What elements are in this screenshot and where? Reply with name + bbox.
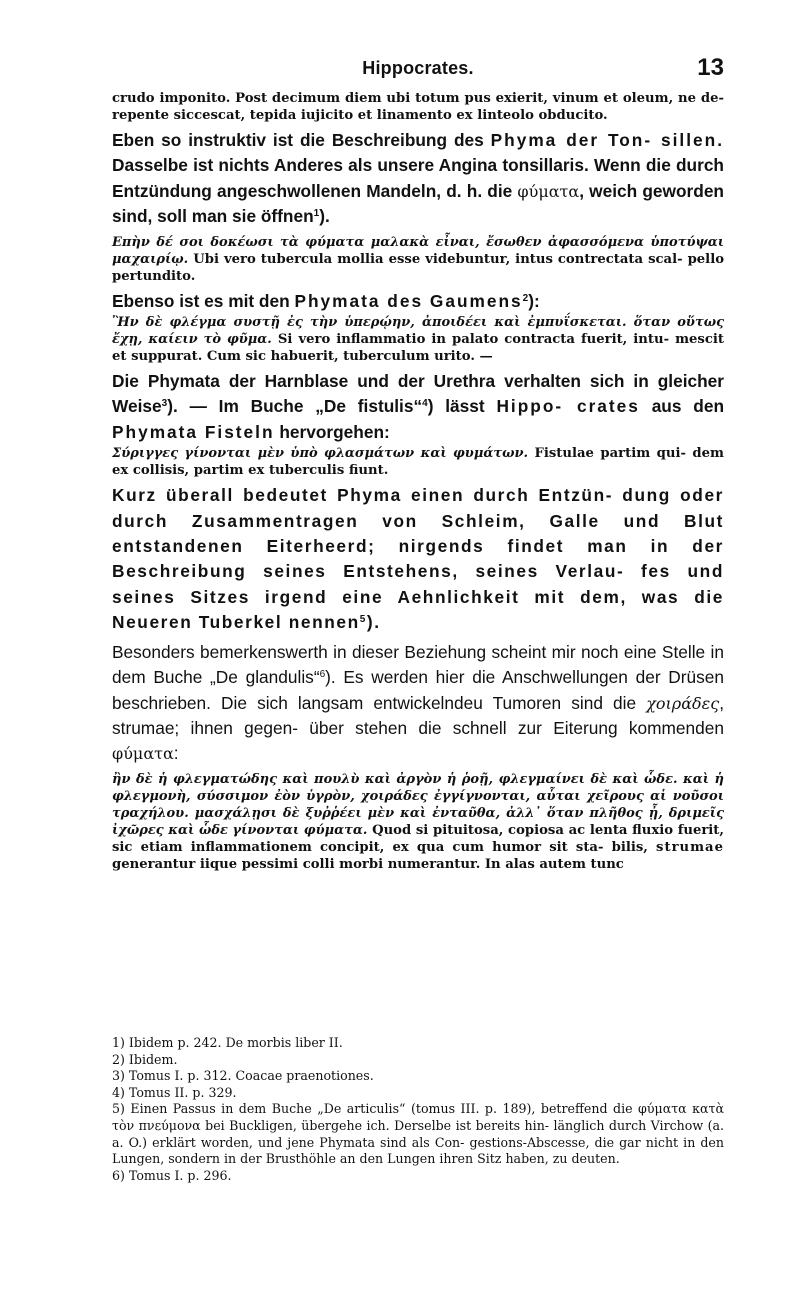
greek-quote: Σύριγγες γίνονται μὲν ὑπὸ φλασμάτων καὶ φυμάτων.	[112, 446, 529, 462]
footnotes	[112, 1035, 724, 1184]
latin-translation: Ubi vero tubercula mollia esse videbuntur, intus contrectata scal- pello pertundito.	[112, 251, 724, 284]
text: Dasselbe ist nichts Anderes als unsere Angina tonsillaris. Wenn die durch Entzündung angeschwollenen Mandeln, d. h. die	[112, 155, 724, 201]
text: Kurz überall bedeutet Phyma einen durch Entzün- dung oder durch Zusammentragen von Schleim, Galle und Blut entstandenen Eiterheerd; nirgends findet man in der Beschreibung seines Entstehens, seines Verlau- fes und seines Sitzes irgend eine Aehnlichkeit mit dem, was die Neueren Tuberkel nennen	[112, 485, 724, 633]
latin-passage	[112, 90, 724, 124]
latin-translation: Quod si pituitosa, copiosa ac lenta fluxio fuerit, sic etiam inflammationem concipit, ex qua cum humor sit sta- bilis,	[112, 822, 724, 855]
emphasis: Hippo- crates	[496, 396, 640, 417]
greek-latin-quote	[112, 445, 724, 479]
emphasis: strumae	[656, 839, 724, 855]
text: ):	[528, 290, 540, 311]
greek-term: φύματα	[112, 744, 174, 764]
text: Ebenso ist es mit den	[112, 290, 295, 311]
emphasis: Phymata des Gaumens	[294, 290, 523, 311]
paragraph-glands	[112, 640, 724, 767]
emphasis: Phymata Fisteln	[112, 421, 275, 442]
greek-latin-quote	[112, 234, 724, 285]
paragraph-tonsil-phyma	[112, 128, 724, 230]
text: , weich geworden sind, soll man sie öffnen	[112, 180, 724, 227]
text: ).	[366, 612, 381, 633]
greek-quote: Ἢν δὲ φλέγμα συστῇ ἐς τὴν ὑπερῴην, ἀποιδέει καὶ ἐμπυΐσκεται. ὅταν οὕτως ἔχῃ, καίειν τὸ φῦμα.	[112, 315, 724, 348]
greek-quote: Επὴν δέ σοι δοκέωσι τὰ φύματα μαλακὰ εἶναι, ἔσωθεν ἀφασσόμενα ὑποτύψαι μαχαιρίῳ.	[112, 234, 724, 267]
footnote-ref[interactable]: 6	[319, 669, 326, 681]
text: ). Es werden hier die Anschwellungen der Drüsen beschrieben. Die sich langsam entwickelndeu Tumoren sind die	[112, 667, 724, 713]
emphasis: Phyma der Ton- sillen.	[490, 130, 725, 150]
text: ).	[319, 206, 330, 227]
footnote-6: 6) Tomus I. p. 296.	[112, 1167, 232, 1183]
footnote-1: 1) Ibidem p. 242. De morbis liber II.	[112, 1035, 343, 1050]
paragraph-fistula	[112, 369, 724, 445]
latin-text: crudo imponito. Post decimum diem ubi totum pus exierit, vinum et oleum, ne de- repente siccescat, tepida iujicito et linamento ex linteolo obducito.	[112, 91, 724, 123]
text: ) lässt	[427, 396, 497, 417]
greek-term: χοιράδες	[646, 693, 720, 713]
page-body	[112, 90, 724, 873]
footnote-3: 3) Tomus I. p. 312. Coacae praenotiones.	[112, 1068, 374, 1084]
footnote-5: 5) Einen Passus in dem Buche „De articulis“ (tomus III. p. 189), betreffend die φύματα κατὰ τὸν πνεύμονα bei Buckligen, übergehe ich. Derselbe ist bereits hin- länglich durch Virchow (a. a. O.) erklärt worden, und jene Phymata sind als Con- gestions-Abscesse, die gar nicht in den Lungen, sondern in der Brusthöhle an den Lungen ihren Sitz haben, zu deuten.	[112, 1101, 724, 1167]
text: Die Phymata der Harnblase und der Urethra verhalten sich in gleicher Weise	[112, 371, 724, 417]
footnote-ref[interactable]: 4	[422, 398, 428, 410]
greek-latin-quote	[112, 314, 724, 365]
text: :	[173, 743, 179, 764]
paragraph-summary	[112, 483, 724, 635]
text: , strumae; ihnen gegen- über stehen die schnell zur Eiterung kommenden	[112, 692, 724, 738]
footnote-ref[interactable]: 2	[522, 292, 529, 304]
running-title: Hippocrates.	[362, 58, 474, 78]
footnote-4: 4) Tomus II. p. 329.	[112, 1084, 237, 1100]
text: Eben so instruktiv ist die Beschreibung des	[112, 130, 491, 150]
text: hervorgehen:	[274, 421, 390, 442]
text: ). — Im Buche „De fistulis“	[167, 396, 423, 417]
greek-quote: ἢν δὲ ἡ φλεγματώδης καὶ πουλὺ καὶ ἀργὸν ἡ ῥοῇ, φλεγμαίνει δὲ καὶ ὧδε. καὶ ἡ φλεγμονὴ, σύσσιμον ἐὸν ὑγρὸν, χοιράδες ἐγγίγνονται, αὗται χεῖρους αἱ νοῦσοι τραχήλου. μασχάλῃσι δὲ ξυῤῥέει μὲν καὶ ἐνταῦθα, ἀλλ᾽ ὅταν πλῆθος ᾖ, δριμεῖς ἰχῶρες καὶ ὧδε γίνονται φύματα.	[112, 771, 724, 838]
text: aus den	[639, 396, 725, 417]
latin-translation: generantur iique pessimi colli morbi numerantur. In alas autem tunc	[112, 856, 624, 872]
page-number: 13	[697, 54, 724, 81]
footnote-ref[interactable]: 3	[161, 398, 168, 410]
latin-translation: Si vero inflammatio in palato contracta fuerit, intu- mescit et suppurat. Cum sic habuerit, tuberculum urito. —	[112, 332, 724, 365]
greek-term: φύματα	[517, 181, 580, 201]
footnote-2: 2) Ibidem.	[112, 1051, 178, 1067]
page-header	[112, 54, 724, 84]
text: Besonders bemerkenswerth in dieser Beziehung scheint mir noch eine Stelle in dem Buche „De glandulis“	[112, 641, 724, 688]
footnote-ref[interactable]: 1	[313, 208, 320, 220]
footnote-ref[interactable]: 5	[359, 614, 367, 626]
paragraph-palate-phyma	[112, 289, 724, 314]
greek-latin-quote	[112, 771, 724, 873]
latin-translation: Fistulae partim qui- dem ex collisis, partim ex tuberculis fiunt.	[112, 446, 724, 479]
